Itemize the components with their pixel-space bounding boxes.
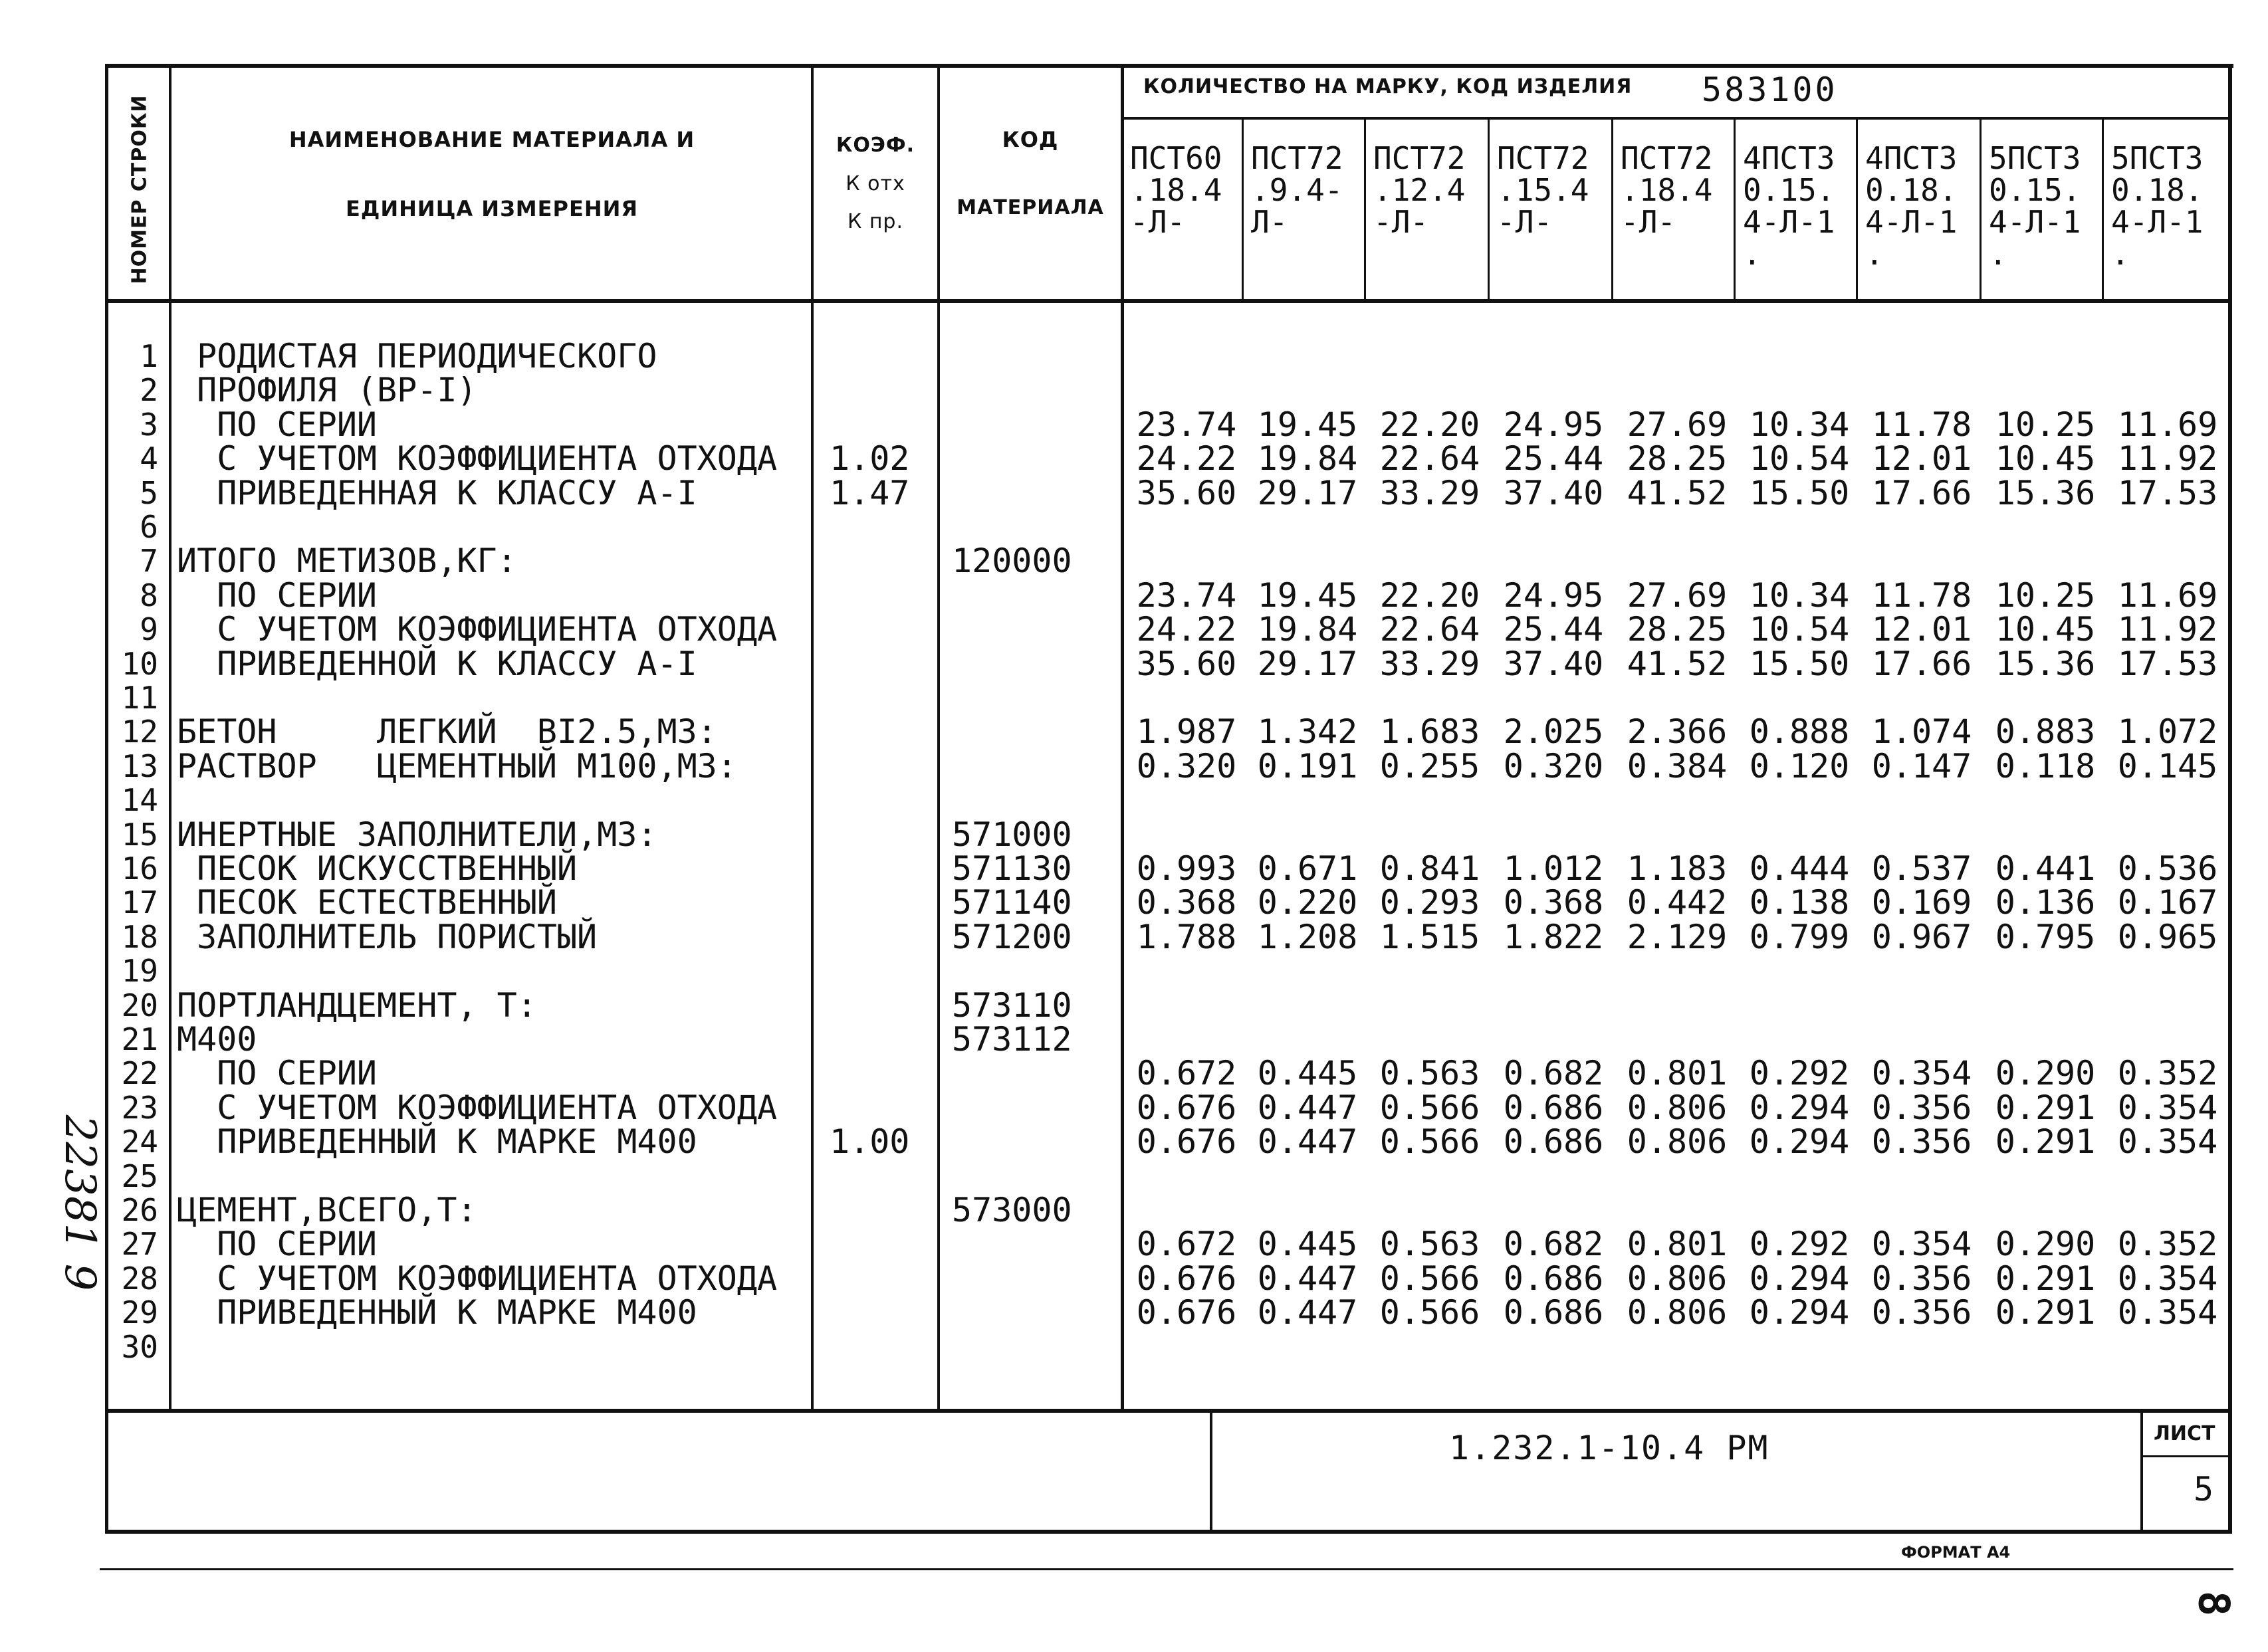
- quantity-value: 23.74: [1136, 405, 1237, 444]
- quantity-value: 0.806: [1627, 1259, 1728, 1298]
- quantity-value: 0.566: [1379, 1122, 1480, 1162]
- quantity-value: 0.676: [1136, 1088, 1237, 1127]
- row-number: 19: [121, 953, 158, 989]
- quantity-value: 0.290: [1995, 1054, 2096, 1093]
- quantity-value: 0.537: [1871, 849, 1972, 888]
- quantity-value: 0.356: [1871, 1122, 1972, 1162]
- row-number: 11: [121, 680, 158, 716]
- corner-mark: 8: [2188, 1590, 2238, 1617]
- mark-column-header: 4ПСТ3 0.18. 4-Л-1 .: [1865, 140, 1958, 272]
- col-sep-code: [1121, 64, 1124, 1410]
- quantity-value: 0.354: [2117, 1259, 2218, 1298]
- quantity-value: 10.34: [1749, 575, 1850, 615]
- row-number: 23: [121, 1089, 158, 1126]
- quantity-value: 10.45: [1995, 610, 2096, 649]
- quantity-value: 25.44: [1503, 610, 1604, 649]
- format-line: [100, 1568, 2233, 1570]
- quantity-value: 1.208: [1257, 917, 1358, 956]
- quantity-value: 10.25: [1995, 575, 2096, 615]
- quantity-value: 0.686: [1503, 1259, 1604, 1298]
- quantity-value: 0.118: [1995, 746, 2096, 785]
- quantity-value: 24.95: [1503, 405, 1604, 444]
- quantity-value: 33.29: [1379, 644, 1480, 683]
- mark-column-header: 5ПСТ3 0.15. 4-Л-1 .: [1989, 140, 2081, 272]
- quantity-value: 0.294: [1749, 1088, 1850, 1127]
- quantity-value: 0.320: [1503, 746, 1604, 785]
- sheet-label: ЛИСТ: [2154, 1422, 2215, 1445]
- quantity-value: 19.45: [1257, 575, 1358, 615]
- body-bottom-line: [105, 1409, 2232, 1413]
- quantity-value: 0.167: [2117, 883, 2218, 922]
- quantity-value: 0.442: [1627, 883, 1728, 922]
- quantity-value: 19.84: [1257, 610, 1358, 649]
- quantity-value: 24.95: [1503, 575, 1604, 615]
- quantity-value: 41.52: [1627, 473, 1728, 512]
- stamp-left-line: [1210, 1409, 1212, 1532]
- quantity-value: 0.682: [1503, 1225, 1604, 1264]
- material-name: ИТОГО МЕТИЗОВ,КГ:: [177, 542, 517, 581]
- quantity-value: 0.686: [1503, 1122, 1604, 1162]
- quantity-value: 24.22: [1136, 610, 1237, 649]
- quantity-value: 0.320: [1136, 746, 1237, 785]
- quantity-value: 0.255: [1379, 746, 1480, 785]
- material-name: М400: [177, 1020, 257, 1059]
- quantity-value: 0.566: [1379, 1259, 1480, 1298]
- quantity-value: 28.25: [1627, 439, 1728, 478]
- row-number-header: НОМЕР СТРОКИ: [128, 94, 152, 284]
- quantity-value: 11.69: [2117, 405, 2218, 444]
- quantity-value: 17.53: [2117, 473, 2218, 512]
- quantity-value: 28.25: [1627, 610, 1728, 649]
- quantity-value: 1.183: [1627, 849, 1728, 888]
- quantity-value: 0.965: [2117, 917, 2218, 956]
- side-stamp: 22381 9: [55, 1114, 104, 1291]
- col-sep-2: [1364, 117, 1366, 300]
- quantity-value: 0.291: [1995, 1088, 2096, 1127]
- material-name: ИНЕРТНЫЕ ЗАПОЛНИТЕЛИ,М3:: [177, 815, 657, 854]
- material-name: С УЧЕТОМ КОЭФФИЦИЕНТА ОТХОДА: [177, 1088, 778, 1127]
- row-number: 21: [121, 1021, 158, 1057]
- material-code: 571200: [952, 917, 1072, 956]
- material-code: 573112: [952, 1020, 1072, 1059]
- quantity-value: 0.356: [1871, 1088, 1972, 1127]
- quantity-value: 0.354: [2117, 1122, 2218, 1162]
- quantity-value: 0.795: [1995, 917, 2096, 956]
- quantity-value: 0.566: [1379, 1293, 1480, 1332]
- quantity-value: 0.806: [1627, 1122, 1728, 1162]
- row-number: 22: [121, 1055, 158, 1092]
- row-number: 15: [121, 816, 158, 853]
- material-name: ПЕСОК ИСКУССТВЕННЫЙ: [177, 849, 578, 888]
- quantity-value: 1.342: [1257, 712, 1358, 752]
- quantity-value: 0.356: [1871, 1259, 1972, 1298]
- col-sep-7: [1980, 117, 1982, 300]
- quantity-value: 17.66: [1871, 644, 1972, 683]
- row-number: 9: [140, 611, 158, 648]
- quantity-value: 0.447: [1257, 1088, 1358, 1127]
- quantity-value: 0.445: [1257, 1054, 1358, 1093]
- quantity-value: 0.352: [2117, 1225, 2218, 1264]
- quantity-value: 0.354: [1871, 1225, 1972, 1264]
- quantity-value: 0.169: [1871, 883, 1972, 922]
- quantity-value: 35.60: [1136, 473, 1237, 512]
- quantity-value: 11.92: [2117, 439, 2218, 478]
- material-name: С УЧЕТОМ КОЭФФИЦИЕНТА ОТХОДА: [177, 439, 778, 478]
- col-sep-6: [1856, 117, 1858, 300]
- quantity-value: 0.136: [1995, 883, 2096, 922]
- material-name: ПРИВЕДЕННЫЙ К МАРКЕ М400: [177, 1293, 697, 1332]
- quantity-value: 11.78: [1871, 575, 1972, 615]
- quantity-value: 29.17: [1257, 644, 1358, 683]
- quantity-value: 0.444: [1749, 849, 1850, 888]
- row-number: 28: [121, 1260, 158, 1296]
- quantity-value: 27.69: [1627, 575, 1728, 615]
- quantity-value: 0.354: [2117, 1088, 2218, 1127]
- quantity-value: 41.52: [1627, 644, 1728, 683]
- row-number: 7: [140, 543, 158, 579]
- col-sep-1: [1242, 117, 1244, 300]
- quantity-value: 0.445: [1257, 1225, 1358, 1264]
- material-name-header: НАИМЕНОВАНИЕ МАТЕРИАЛА И ЕДИНИЦА ИЗМЕРЕНИЯ: [288, 127, 695, 221]
- material-name: С УЧЕТОМ КОЭФФИЦИЕНТА ОТХОДА: [177, 610, 778, 649]
- coefficient-value: 1.00: [830, 1122, 910, 1162]
- quantity-value: 0.447: [1257, 1293, 1358, 1332]
- quantity-value: 22.20: [1379, 405, 1480, 444]
- material-name: ПО СЕРИИ: [177, 575, 378, 615]
- material-code: 571000: [952, 815, 1072, 854]
- material-code: 571140: [952, 883, 1072, 922]
- quantity-value: 0.294: [1749, 1259, 1850, 1298]
- material-code: 571130: [952, 849, 1072, 888]
- quantity-value: 17.66: [1871, 473, 1972, 512]
- coefficient-value: 1.47: [830, 473, 910, 512]
- quantity-value: 10.54: [1749, 439, 1850, 478]
- quantity-value: 23.74: [1136, 575, 1237, 615]
- quantity-value: 0.682: [1503, 1054, 1604, 1093]
- material-code: 120000: [952, 542, 1072, 581]
- quantity-value: 1.683: [1379, 712, 1480, 752]
- quantity-value: 0.801: [1627, 1054, 1728, 1093]
- material-name: ПЕСОК ЕСТЕСТВЕННЫЙ: [177, 883, 557, 922]
- quantity-value: 0.294: [1749, 1122, 1850, 1162]
- coefficient-header: КОЭФ. К отх К пр.: [836, 134, 915, 233]
- quantity-value: 10.34: [1749, 405, 1850, 444]
- quantity-value: 0.120: [1749, 746, 1850, 785]
- quantity-value: 0.220: [1257, 883, 1358, 922]
- mark-column-header: ПСТ60 .18.4 -Л-: [1130, 140, 1222, 240]
- material-name: РАСТВОР ЦЕМЕНТНЫЙ М100,М3:: [177, 746, 737, 785]
- material-name: ПРОФИЛЯ (ВР-I): [177, 371, 477, 410]
- frame-bottom: [105, 1530, 2232, 1534]
- row-number: 29: [121, 1294, 158, 1331]
- row-number: 14: [121, 782, 158, 819]
- quantity-value: 0.291: [1995, 1293, 2096, 1332]
- quantity-value: 0.291: [1995, 1122, 2096, 1162]
- quantity-value: 1.515: [1379, 917, 1480, 956]
- material-code: 573110: [952, 985, 1072, 1025]
- quantity-value: 0.290: [1995, 1225, 2096, 1264]
- row-number: 8: [140, 577, 158, 613]
- quantity-value: 0.138: [1749, 883, 1850, 922]
- qty-header-line: [1122, 117, 2232, 120]
- quantity-value: 0.441: [1995, 849, 2096, 888]
- header-bottom-line: [105, 299, 2232, 303]
- row-number: 30: [121, 1328, 158, 1365]
- quantity-value: 0.686: [1503, 1293, 1604, 1332]
- quantity-header: КОЛИЧЕСТВО НА МАРКУ, КОД ИЗДЕЛИЯ: [1143, 75, 1633, 98]
- quantity-value: 19.45: [1257, 405, 1358, 444]
- quantity-value: 0.806: [1627, 1088, 1728, 1127]
- mark-column-header: ПСТ72 .12.4 -Л-: [1373, 140, 1466, 240]
- stamp-sheet-hline: [2140, 1455, 2231, 1457]
- quantity-value: 0.368: [1136, 883, 1237, 922]
- col-sep-coef: [937, 64, 940, 1410]
- quantity-value: 17.53: [2117, 644, 2218, 683]
- quantity-value: 0.967: [1871, 917, 1972, 956]
- quantity-value: 15.36: [1995, 473, 2096, 512]
- quantity-value: 0.672: [1136, 1225, 1237, 1264]
- quantity-value: 10.25: [1995, 405, 2096, 444]
- quantity-value: 0.354: [2117, 1293, 2218, 1332]
- material-code-header: КОД МАТЕРИАЛА: [957, 127, 1104, 219]
- mark-column-header: 4ПСТ3 0.15. 4-Л-1 .: [1743, 140, 1835, 272]
- quantity-value: 0.447: [1257, 1122, 1358, 1162]
- quantity-value: 0.356: [1871, 1293, 1972, 1332]
- quantity-value: 1.072: [2117, 712, 2218, 752]
- row-number: 3: [140, 406, 158, 443]
- quantity-value: 0.368: [1503, 883, 1604, 922]
- quantity-value: 0.191: [1257, 746, 1358, 785]
- frame-top: [106, 64, 2233, 68]
- row-number: 5: [140, 474, 158, 511]
- material-name: РОДИСТАЯ ПЕРИОДИЧЕСКОГО: [177, 337, 657, 375]
- coefficient-value: 1.02: [830, 439, 910, 478]
- quantity-value: 2.025: [1503, 712, 1604, 752]
- quantity-value: 0.294: [1749, 1293, 1850, 1332]
- row-number: 12: [121, 714, 158, 750]
- row-number: 13: [121, 748, 158, 784]
- row-number: 2: [140, 372, 158, 409]
- quantity-value: 0.883: [1995, 712, 2096, 752]
- quantity-value: 0.145: [2117, 746, 2218, 785]
- material-name: ПРИВЕДЕННОЙ К КЛАССУ А-I: [177, 644, 697, 683]
- stamp-sheet-line: [2140, 1409, 2143, 1532]
- quantity-value: 15.36: [1995, 644, 2096, 683]
- material-name: ЦЕМЕНТ,ВСЕГО,Т:: [177, 1191, 477, 1229]
- mark-column-header: ПСТ72 .18.4 -Л-: [1621, 140, 1713, 240]
- material-name: ПРИВЕДЕННЫЙ К МАРКЕ М400: [177, 1122, 697, 1162]
- quantity-value: 0.384: [1627, 746, 1728, 785]
- quantity-value: 1.788: [1136, 917, 1237, 956]
- quantity-value: 15.50: [1749, 473, 1850, 512]
- quantity-value: 0.563: [1379, 1054, 1480, 1093]
- quantity-value: 0.354: [1871, 1054, 1972, 1093]
- col-sep-rownum: [169, 64, 171, 1410]
- quantity-value: 10.54: [1749, 610, 1850, 649]
- row-number: 26: [121, 1192, 158, 1228]
- product-code: 583100: [1702, 70, 1838, 109]
- quantity-value: 0.671: [1257, 849, 1358, 888]
- quantity-value: 11.78: [1871, 405, 1972, 444]
- quantity-value: 35.60: [1136, 644, 1237, 683]
- quantity-value: 0.888: [1749, 712, 1850, 752]
- quantity-value: 19.84: [1257, 439, 1358, 478]
- quantity-value: 0.806: [1627, 1293, 1728, 1332]
- quantity-value: 0.801: [1627, 1225, 1728, 1264]
- quantity-value: 0.563: [1379, 1225, 1480, 1264]
- mark-column-header: ПСТ72 .9.4- Л-: [1251, 140, 1343, 240]
- sheet-number: 5: [2194, 1470, 2214, 1508]
- col-sep-4: [1611, 117, 1613, 300]
- row-number: 16: [121, 851, 158, 886]
- row-number: 10: [121, 645, 158, 682]
- quantity-value: 0.447: [1257, 1259, 1358, 1298]
- material-name: ПО СЕРИИ: [177, 1054, 378, 1093]
- material-name: ПО СЕРИИ: [177, 1225, 378, 1264]
- mark-column-header: ПСТ72 .15.4 -Л-: [1497, 140, 1589, 240]
- row-number: 24: [121, 1124, 158, 1160]
- material-name: ПО СЕРИИ: [177, 405, 378, 444]
- quantity-value: 0.291: [1995, 1259, 2096, 1298]
- material-name: С УЧЕТОМ КОЭФФИЦИЕНТА ОТХОДА: [177, 1259, 778, 1298]
- quantity-value: 0.676: [1136, 1293, 1237, 1332]
- col-sep-5: [1734, 117, 1736, 300]
- quantity-value: 37.40: [1503, 644, 1604, 683]
- quantity-value: 22.64: [1379, 439, 1480, 478]
- quantity-value: 24.22: [1136, 439, 1237, 478]
- frame-left: [105, 64, 108, 1534]
- col-sep-8: [2102, 117, 2104, 300]
- material-name: ПРИВЕДЕННАЯ К КЛАССУ А-I: [177, 473, 697, 512]
- quantity-value: 0.292: [1749, 1225, 1850, 1264]
- quantity-value: 1.074: [1871, 712, 1972, 752]
- col-sep-3: [1488, 117, 1490, 300]
- quantity-value: 0.292: [1749, 1054, 1850, 1093]
- quantity-value: 1.012: [1503, 849, 1604, 888]
- quantity-value: 37.40: [1503, 473, 1604, 512]
- quantity-value: 0.293: [1379, 883, 1480, 922]
- quantity-value: 2.129: [1627, 917, 1728, 956]
- quantity-value: 2.366: [1627, 712, 1728, 752]
- quantity-value: 12.01: [1871, 610, 1972, 649]
- quantity-value: 25.44: [1503, 439, 1604, 478]
- quantity-value: 10.45: [1995, 439, 2096, 478]
- row-number: 6: [140, 509, 158, 545]
- row-number: 4: [140, 441, 158, 477]
- quantity-value: 0.672: [1136, 1054, 1237, 1093]
- quantity-value: 1.987: [1136, 712, 1237, 752]
- material-name: ЗАПОЛНИТЕЛЬ ПОРИСТЫЙ: [177, 917, 598, 956]
- row-number: 17: [121, 884, 158, 921]
- document-code: 1.232.1-10.4 РМ: [1449, 1429, 1769, 1467]
- material-name: ПОРТЛАНДЦЕМЕНТ, Т:: [177, 985, 537, 1025]
- material-name: БЕТОН ЛЕГКИЙ ВI2.5,М3:: [177, 712, 717, 752]
- format-label: ФОРМАТ А4: [1901, 1543, 2011, 1562]
- quantity-value: 0.352: [2117, 1054, 2218, 1093]
- row-number: 27: [121, 1226, 158, 1263]
- row-number: 1: [140, 338, 158, 374]
- quantity-value: 11.92: [2117, 610, 2218, 649]
- row-number: 20: [121, 987, 158, 1023]
- quantity-value: 0.147: [1871, 746, 1972, 785]
- mark-column-header: 5ПСТ3 0.18. 4-Л-1 .: [2111, 140, 2204, 272]
- quantity-value: 11.69: [2117, 575, 2218, 615]
- quantity-value: 0.799: [1749, 917, 1850, 956]
- quantity-value: 0.841: [1379, 849, 1480, 888]
- row-number: 18: [121, 918, 158, 955]
- quantity-value: 0.993: [1136, 849, 1237, 888]
- quantity-value: 0.566: [1379, 1088, 1480, 1127]
- quantity-value: 22.20: [1379, 575, 1480, 615]
- col-sep-name: [811, 64, 814, 1410]
- quantity-value: 0.536: [2117, 849, 2218, 888]
- material-code: 573000: [952, 1191, 1072, 1229]
- quantity-value: 12.01: [1871, 439, 1972, 478]
- quantity-value: 22.64: [1379, 610, 1480, 649]
- quantity-value: 0.676: [1136, 1122, 1237, 1162]
- quantity-value: 27.69: [1627, 405, 1728, 444]
- row-number: 25: [121, 1158, 158, 1194]
- quantity-value: 0.676: [1136, 1259, 1237, 1298]
- quantity-value: 33.29: [1379, 473, 1480, 512]
- quantity-value: 29.17: [1257, 473, 1358, 512]
- quantity-value: 15.50: [1749, 644, 1850, 683]
- quantity-value: 0.686: [1503, 1088, 1604, 1127]
- quantity-value: 1.822: [1503, 917, 1604, 956]
